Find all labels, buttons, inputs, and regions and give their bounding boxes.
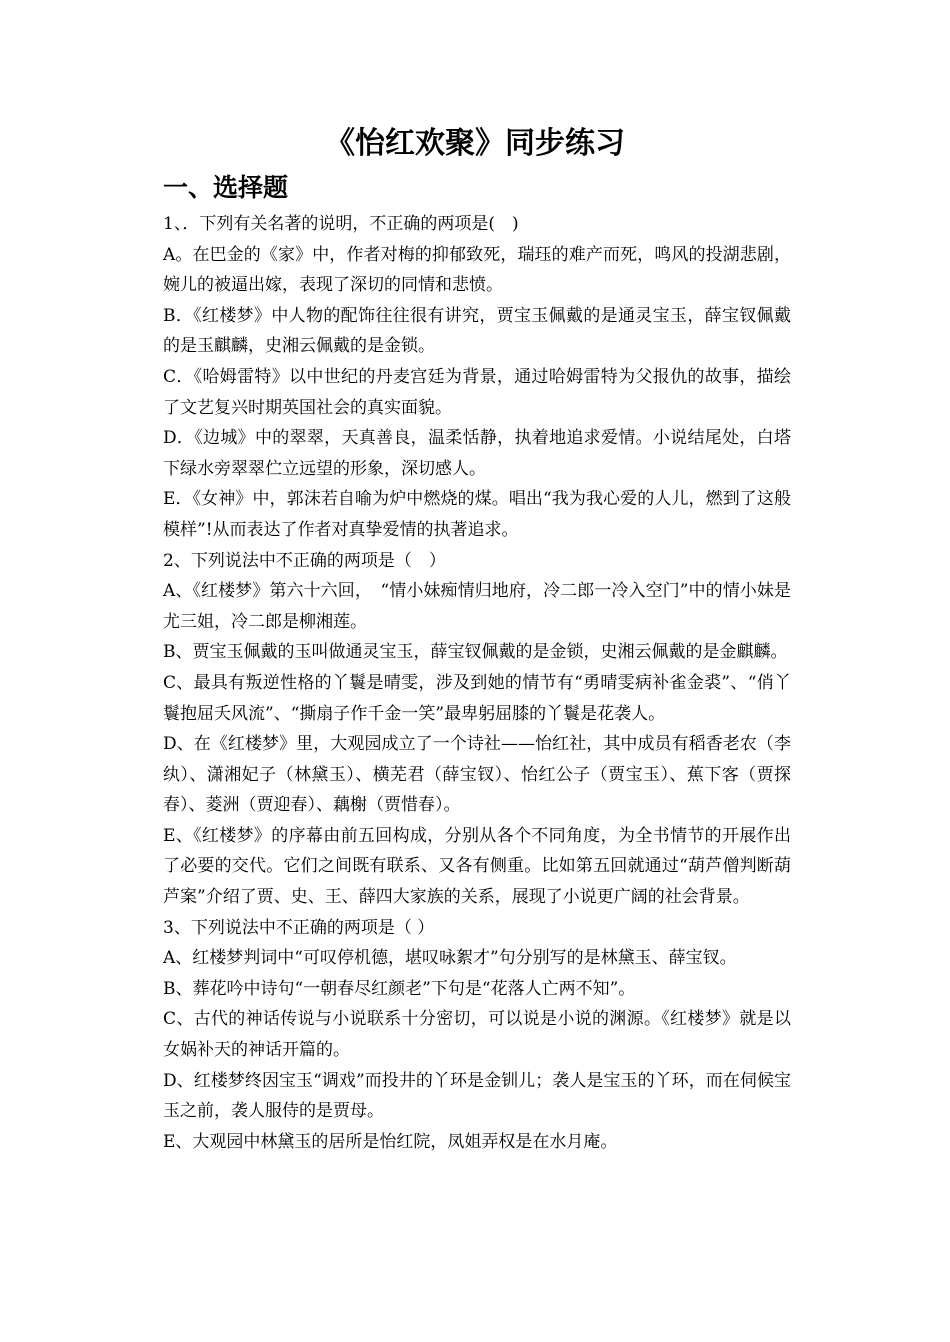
- question-3-option-c: C、古代的神话传说与小说联系十分密切，可以说是小说的渊源。《红楼梦》就是以女娲补天的神话开篇的。: [163, 1009, 791, 1061]
- question-3-option-d: D、红楼梦终因宝玉“调戏”而投井的丫环是金钏儿；袭人是宝玉的丫环，而在伺候宝玉之前，袭人服侍的是贾母。: [163, 1070, 791, 1122]
- question-3-option-b: B、葬花吟中诗句“一朝春尽红颜老”下句是“花落人亡两不知”。: [163, 978, 636, 999]
- question-2-option-e: E、《红楼梦》的序幕由前五回构成，分别从各个不同角度，为全书情节的开展作出了必要的交代。它们之间既有联系、又各有侧重。比如第五回就通过“葫芦僧判断葫芦案”介绍了贾、史、王、薛四大家族的关系，展现了小说更广阔的社会背景。: [163, 825, 791, 908]
- question-1-option-e: E．《女神》中，郭沫若自喻为炉中燃烧的煤。唱出“我为我心爱的人儿，燃到了这般模样”!从而表达了作者对真挚爱情的执著追求。: [163, 489, 791, 540]
- page-title: 《怡红欢聚》同步练习: [325, 126, 625, 161]
- section-heading: 一、选择题: [163, 173, 289, 202]
- question-3-option-a: A、红楼梦判词中“可叹停机德，堪叹咏絮才”句分别写的是林黛玉、薛宝钗。: [163, 948, 737, 969]
- question-1-option-b: B．《红楼梦》中人物的配饰往往很有讲究，贾宝玉佩戴的是通灵宝玉，薛宝钗佩戴的是玉麒麟，史湘云佩戴的是金锁。: [163, 305, 791, 357]
- question-1-option-c: C．《哈姆雷特》以中世纪的丹麦宫廷为背景，通过哈姆雷特为父报仇的故事，描绘了文艺复兴时期英国社会的真实面貌。: [163, 366, 791, 418]
- question-3-option-e: E、大观园中林黛玉的居所是怡红院，凤姐弄权是在水月庵。: [163, 1131, 618, 1152]
- question-1-option-a: A。在巴金的《家》中，作者对梅的抑郁致死，瑞珏的难产而死，鸣风的投湖悲剧，婉儿的被逼出嫁，表现了深切的同情和悲愤。: [163, 244, 791, 296]
- question-2-option-b: B、贾宝玉佩戴的玉叫做通灵宝玉，薛宝钗佩戴的是金锁，史湘云佩戴的是金麒麟。: [163, 642, 788, 663]
- question-2-option-a: A、《红楼梦》第六十六回， “情小妹痴情归地府，冷二郎一冷入空门”中的情小妹是尤三姐，冷二郎是柳湘莲。: [163, 581, 791, 632]
- question-2-option-d: D、在《红楼梦》里，大观园成立了一个诗社——怡红社，其中成员有稻香老农（李纨）、潇湘妃子（林黛玉）、横芜君（薛宝钗）、怡红公子（贾宝玉）、蕉下客（贾探春）、菱洲（贾迎春）、藕榭（贾惜春）。: [163, 734, 791, 816]
- question-2-stem: 2、下列说法中不正确的两项是（ ）: [163, 550, 446, 571]
- question-2-option-c: C、最具有叛逆性格的丫鬟是晴雯，涉及到她的情节有“勇晴雯病补雀金裘”、“俏丫鬟抱屈夭风流”、“撕扇子作千金一笑”最卑躬屈膝的丫鬟是花袭人。: [163, 672, 791, 724]
- question-1-option-d: D．《边城》中的翠翠，天真善良，温柔恬静，执着地追求爱情。小说结尾处，白塔下绿水旁翠翠伫立远望的形象，深切感人。: [163, 428, 791, 479]
- question-1-stem: 1、．下列有关名著的说明，不正确的两项是( ): [163, 214, 519, 234]
- question-list: [163, 209, 791, 1157]
- question-3-stem: 3、下列说法中不正确的两项是（ ）: [163, 917, 435, 938]
